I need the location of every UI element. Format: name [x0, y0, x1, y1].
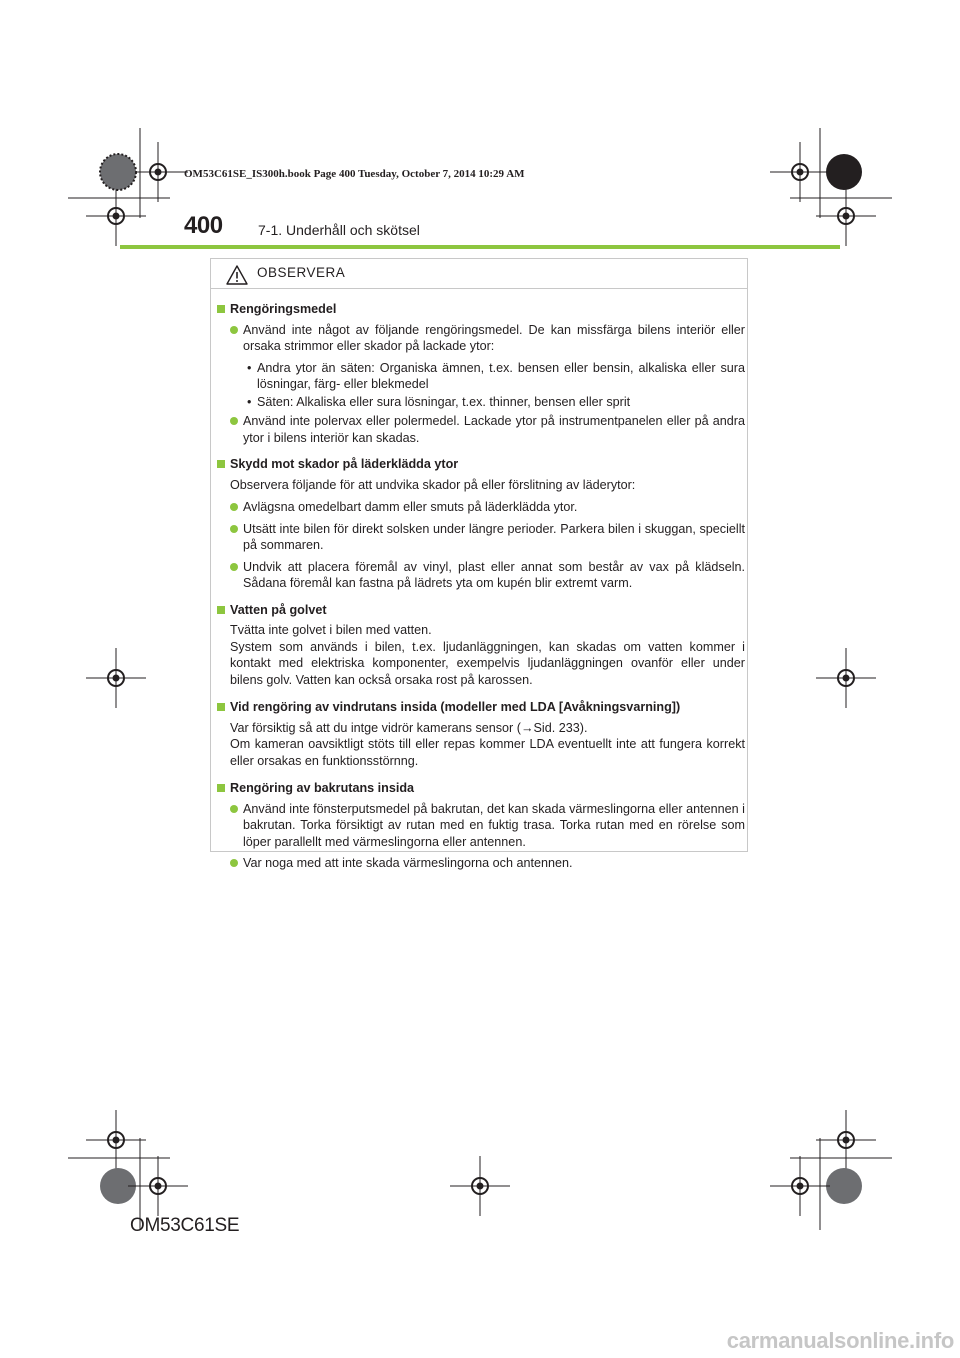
list-item: Använd inte polervax eller polermedel. Lackade ytor på instrumentpanelen eller på andra ytor i bilens interiör kan skadas. — [217, 413, 745, 446]
crosshair-mark-bottom-left — [128, 1156, 188, 1216]
list-item: Undvik att placera föremål av vinyl, plast eller annat som består av vax på klädseln. Sådana föremål kan fastna på lädrets yta om kupén blir extremt varm. — [217, 559, 745, 592]
square-bullet-icon — [217, 703, 225, 711]
dot-bullet-icon — [230, 525, 238, 533]
header-rule — [120, 245, 840, 249]
sunburst-mark-top-right — [814, 142, 874, 202]
caution-title: OBSERVERA — [257, 265, 346, 280]
section-heading: Rengöring av bakrutans insida — [217, 780, 745, 797]
square-bullet-icon — [217, 305, 225, 313]
footer-code: OM53C61SE — [130, 1215, 240, 1236]
page-number: 400 — [184, 212, 223, 239]
square-bullet-icon — [217, 784, 225, 792]
warning-triangle-icon — [225, 264, 249, 286]
section-heading: Rengöringsmedel — [217, 301, 745, 318]
square-bullet-icon — [217, 606, 225, 614]
dot-bullet-icon — [230, 417, 238, 425]
caution-box-header — [211, 259, 747, 289]
section-heading: Vatten på golvet — [217, 602, 745, 619]
dot-bullet-icon — [230, 563, 238, 571]
dot-bullet-icon — [230, 503, 238, 511]
crosshair-mark-mid-right — [816, 648, 876, 708]
sub-list-item: • Säten: Alkaliska eller sura lösningar, t.ex. thinner, bensen eller sprit — [247, 394, 631, 409]
list-item: Avlägsna omedelbart damm eller smuts på läderklädda ytor. — [217, 499, 745, 516]
caution-box — [210, 258, 748, 870]
section-paragraph: Var försiktig så att du intge vidrör kamerans sensor (→Sid. 233). — [230, 720, 588, 735]
section-title: 7-1. Underhåll och skötsel — [258, 222, 420, 238]
crosshair-mark-bottom-center — [450, 1156, 510, 1216]
dot-bullet-icon — [230, 326, 238, 334]
section-paragraph: Om kameran oavsiktligt stöts till eller repas kommer LDA eventuellt inte att fungera korrekt eller orsakas en funktionsstörnng. — [230, 737, 745, 768]
crosshair-mark-mid-left — [86, 648, 146, 708]
sub-list-item: • Andra ytor än säten: Organiska ämnen, t.ex. bensen eller bensin, alkaliska eller sura lösningar, färg- eller blekmedel — [247, 360, 745, 391]
section-paragraph: Observera följande för att undvika skador på eller förslitning av läderytor: — [230, 477, 636, 492]
dot-bullet-icon — [230, 805, 238, 813]
list-item: Utsätt inte bilen för direkt solsken under längre perioder. Parkera bilen i skuggan, speciellt på sommaren. — [217, 521, 745, 554]
sunburst-mark-top-left — [88, 142, 148, 202]
section-heading: Vid rengöring av vindrutans insida (modeller med LDA [Avåkningsvarning]) — [217, 699, 745, 716]
list-item: Var noga med att inte skada värmeslingorna och antennen. — [217, 855, 745, 872]
crosshair-mark-bottom-right — [770, 1156, 830, 1216]
book-info-line: OM53C61SE_IS300h.book Page 400 Tuesday, October 7, 2014 10:29 AM — [184, 168, 525, 180]
list-item: Använd inte fönsterputsmedel på bakrutan, det kan skada värmeslingorna eller antennen i bakrutan. Torka försiktigt av rutan med en fuktig trasa. Torka rutan med en rörelse som löper parallellt med värmeslingorna eller antennen. — [217, 801, 745, 851]
dot-bullet-icon — [230, 859, 238, 867]
square-bullet-icon — [217, 460, 225, 468]
section-heading: Skydd mot skador på läderklädda ytor — [217, 456, 745, 473]
section-paragraph: Tvätta inte golvet i bilen med vatten. — [230, 623, 432, 637]
caution-content — [217, 301, 745, 877]
section-paragraph: System som används i bilen, t.ex. ljudanläggningen, kan skadas om vatten kommer i kontakt med elektriska komponenter, exempelvis ljudanläggningen ovanför eller under bilens golv. Vatten kan också orsaka rost på karossen. — [230, 639, 745, 687]
watermark: carmanualsonline.info — [726, 1328, 954, 1353]
list-item: Använd inte något av följande rengöringsmedel. De kan missfärga bilens interiör eller orsaka strimmor eller skador på lackade ytor: — [217, 322, 745, 355]
